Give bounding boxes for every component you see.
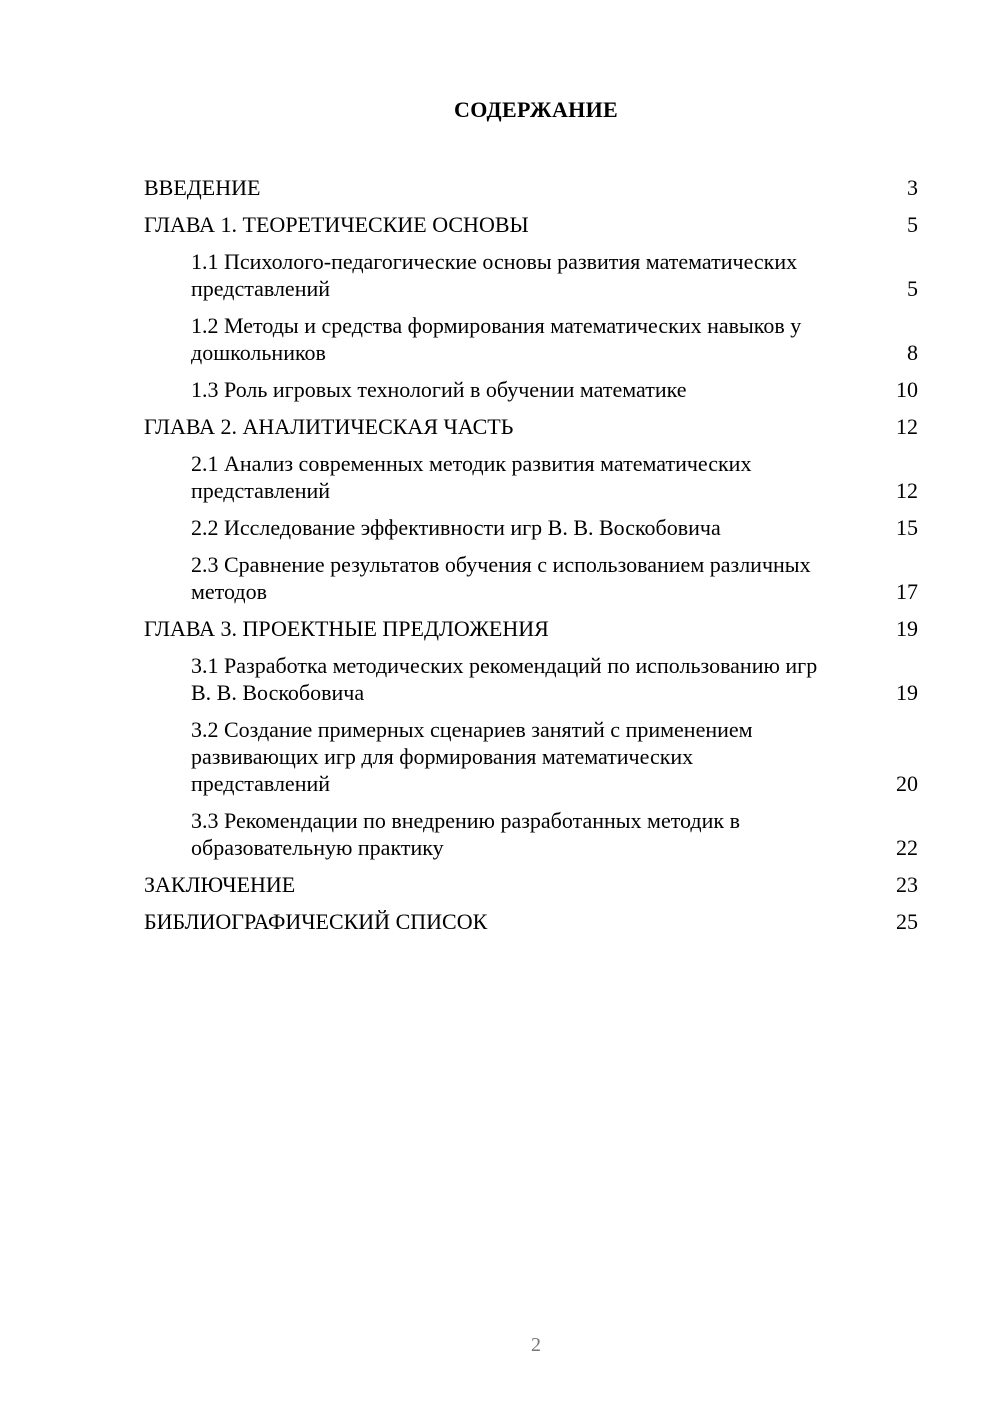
toc-entry-page: 22 — [896, 835, 918, 860]
toc-entry-section-2-2[interactable] — [144, 510, 918, 547]
toc-entry-chapter-3[interactable] — [144, 611, 918, 648]
toc-entry-page: 5 — [907, 212, 918, 237]
toc-entry-section-1-3[interactable] — [144, 372, 918, 409]
toc-entry-text: 1.1 Психолого-педагогические основы развития математических представлений — [191, 249, 798, 301]
toc-entry-text: 1.3 Роль игровых технологий в обучении математике — [191, 377, 687, 402]
toc-entry-page: 19 — [896, 680, 918, 705]
toc-entry-text: 3.2 Создание примерных сценариев занятий с применением развивающих игр для формирования математических представлений — [191, 717, 753, 796]
toc-entry-page: 23 — [896, 872, 918, 897]
toc-entry-text: 3.3 Рекомендации по внедрению разработанных методик в образовательную практику — [191, 808, 740, 860]
toc-entry-page: 20 — [896, 771, 918, 796]
toc-entry-text: БИБЛИОГРАФИЧЕСКИЙ СПИСОК — [144, 909, 488, 934]
toc-entry-section-3-3[interactable] — [144, 803, 918, 867]
toc-entry-page: 10 — [896, 377, 918, 402]
toc-entry-page: 8 — [907, 340, 918, 365]
toc-entry-text: 2.3 Сравнение результатов обучения с использованием различных методов — [191, 552, 811, 604]
toc-entry-section-2-1[interactable] — [144, 446, 918, 510]
toc-entry-text: 2.1 Анализ современных методик развития математических представлений — [191, 451, 752, 503]
toc-entry-text: ЗАКЛЮЧЕНИЕ — [144, 872, 296, 897]
toc-entry-page: 15 — [896, 515, 918, 540]
page-number: 2 — [531, 1334, 541, 1356]
toc-entry-section-1-2[interactable] — [144, 308, 918, 372]
page-title: СОДЕРЖАНИЕ — [454, 97, 618, 122]
toc-entry-text: ВВЕДЕНИЕ — [144, 175, 261, 200]
toc-entry-bibliography[interactable] — [144, 904, 918, 941]
toc-entry-text: ГЛАВА 1. ТЕОРЕТИЧЕСКИЕ ОСНОВЫ — [144, 212, 529, 237]
toc-entry-section-1-1[interactable] — [144, 244, 918, 308]
toc-entry-section-2-3[interactable] — [144, 547, 918, 611]
toc-entry-page: 19 — [896, 616, 918, 641]
toc-entry-page: 12 — [896, 414, 918, 439]
table-of-contents — [144, 170, 918, 941]
toc-entry-page: 3 — [907, 175, 918, 200]
toc-entry-text: 3.1 Разработка методических рекомендаций по использованию игр В. В. Воскобовича — [191, 653, 818, 705]
toc-entry-page: 17 — [896, 579, 918, 604]
toc-entry-text: ГЛАВА 3. ПРОЕКТНЫЕ ПРЕДЛОЖЕНИЯ — [144, 616, 549, 641]
toc-entry-page: 5 — [907, 276, 918, 301]
toc-entry-conclusion[interactable] — [144, 867, 918, 904]
toc-entry-page: 12 — [896, 478, 918, 503]
toc-entry-section-3-2[interactable] — [144, 712, 918, 803]
toc-entry-chapter-2[interactable] — [144, 409, 918, 446]
toc-entry-introduction[interactable] — [144, 170, 918, 207]
toc-entry-chapter-1[interactable] — [144, 207, 918, 244]
toc-entry-section-3-1[interactable] — [144, 648, 918, 712]
toc-entry-text: 2.2 Исследование эффективности игр В. В. Воскобовича — [191, 515, 721, 540]
toc-entry-text: 1.2 Методы и средства формирования математических навыков у дошкольников — [191, 313, 802, 365]
toc-entry-text: ГЛАВА 2. АНАЛИТИЧЕСКАЯ ЧАСТЬ — [144, 414, 514, 439]
toc-entry-page: 25 — [896, 909, 918, 934]
